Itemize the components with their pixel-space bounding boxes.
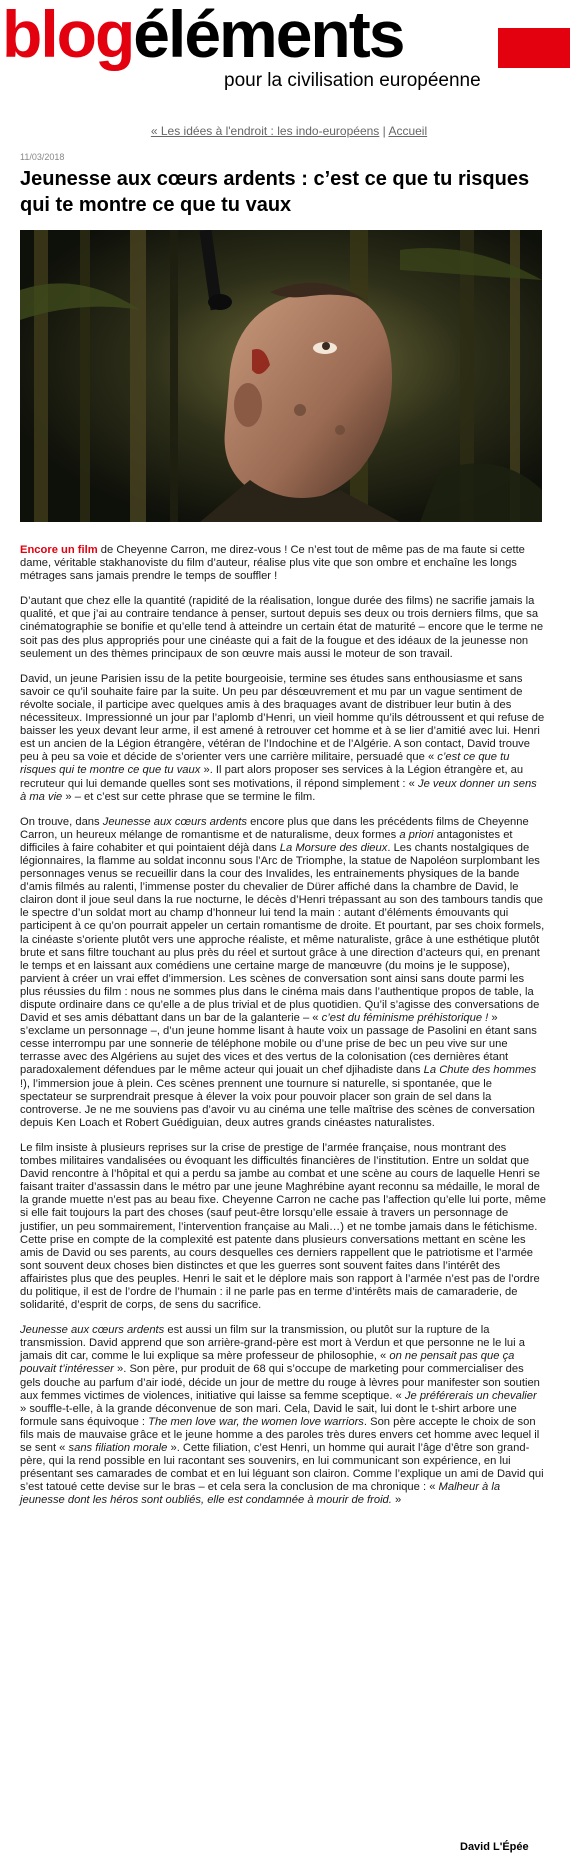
post-navigation [0,124,578,138]
logo-blog-text: blog [2,0,134,71]
author-signature: David L'Épée [460,1841,529,1853]
masthead [0,0,578,100]
paragraph-5: Le film insiste à plusieurs reprises sur la crise de prestige de l’armée française, nous montrant des tombes militaires vandalisées ou évoquant les difficultés financières de l’institution. Entre un soldat que David rencontre à l’hôpital et qui a perdu sa jambe au combat et une scène au cours de laquelle Henri se faisant traiter d’assassin dans le métro par une jeune Maghrébine ayant reconnu sa médaille, le moral de la grande muette n’est pas au beau fixe. Cheyenne Carron ne cache pas l’affection qu’elle lui porte, même si elle fait toujours la part des choses (sauf peut-être lorsqu’elle essaie à travers un personnage de justifier, un peu sommairement, l’intervention française au Mali…) et ne tombe jamais dans le fétichisme. Cette prise en compte de la complexité est patente dans plusieurs conversations mettant en scène les amis de David ou ses parents, au cours desquelles ces derniers rappellent que le patriotisme et l’armée sont souvent deux choses bien distinctes et que les guerres sont souvent faites dans l’intérêt des affairistes plus que des peuples. Henri le sait et le déplore mais son rapport à l’armée n’est pas de l’ordre du politique, il est de l’ordre de l’humain : il ne parle pas en terme d’intérêts mais de camaraderie, de solidarité, d’esprit de corps, de sens du sacrifice. [20,1141,546,1312]
paragraph-3: David, un jeune Parisien issu de la petite bourgeoisie, termine ses études sans enthousiasme et sans savoir ce qu’il souhaite faire par la suite. Un peu par désœuvrement et mu par un vague sentiment de révolte sociale, il participe avec quelques amis à des braquages avant de distribuer leur butin à des nécessiteux. Impressionné un jour par l’aplomb d’Henri, un vieil homme qu’ils détroussent et qui refuse de baisser les yeux devant leur arme, il est amené à retrouver cet homme et à se lier d’amitié avec lui. Henri est un ancien de la Légion étrangère, vétéran de l’Indochine et de l’Algérie. A son contact, David trouve peu à peu sa voie et décide de s’orienter vers une carrière militaire, persuadé que « c’est ce que tu risques qui te montre ce que tu vaux ». Il part alors proposer ses services à la Légion étrangère et, au recruteur qui lui demande quelles sont ses motivations, il répond simplement : « Je veux donner un sens à ma vie » – et c’est sur cette phrase que se termine le film. [20,672,545,803]
paragraph-1: Encore un film de Cheyenne Carron, me direz-vous ! Ce n’est tout de même pas de ma faute si cette dame, véritable stakhanoviste du film d’auteur, réalise plus vite que son ombre et enchaîne les longs métrages sans jamais prendre le temps de souffler ! [20,544,525,583]
post-date: 11/03/2018 [20,152,65,162]
article-body [20,544,546,1519]
nav-separator: | [379,124,389,138]
paragraph-2: D’autant que chez elle la quantité (rapidité de la réalisation, longue durée des films) ne sacrifie jamais la qualité, et que j’ai au contraire tendance à penser, surtout depuis ses deux ou trois derniers films, que sa cinématographie se bonifie et qu’elle tend à atteindre un certain état de maturité – encore que le terme ne soit pas des plus appropriés pour une cinéaste qui a fait de la fougue et des idéaux de la jeunesse non seulement un des thèmes principaux de son œuvre mais aussi le moteur de son travail. [20,595,544,660]
film-still-illustration [20,230,542,522]
site-tagline: pour la civilisation européenne [224,70,481,91]
post-title: Jeunesse aux cœurs ardents : c’est ce que tu risques qui te montre ce que tu vaux [20,168,530,216]
home-link[interactable]: Accueil [388,124,428,138]
paragraph-4: On trouve, dans Jeunesse aux cœurs ardents encore plus que dans les précédents films de Cheyenne Carron, un heureux mélange de romantisme et de naturalisme, deux formes a priori antagonistes et difficiles à faire cohabiter et qui pointaient déjà dans La Morsure des dieux. Les chants nostalgiques de légionnaires, la flamme au soldat inconnu sous l’Arc de Triomphe, la statue de Napoléon surplombant les personnages venus se recueillir dans la cour des Invalides, les entrainements physiques de la bande d’amis filmés au ralenti, l’immense poster du chevalier de Dürer affiché dans la chambre de David, le clairon dont il joue seul dans la rue nocturne, le décès d’Henri trépassant au son des tambours tandis que le spectre d’un soldat mort au champ d’honneur lui tend la main : autant d’éléments émouvants qui participent à ce qu’on pourrait appeler un certain romantisme de droite. Et pourtant, par ses choix formels, la cinéaste s’oriente plutôt vers une approche réaliste, et même naturaliste, grâce à une esthétique plutôt brute et sans filtre touchant au plus près du réel et surtout grâce à une direction d’acteurs qui, en prenant le temps et en laissant aux comédiens une certaine marge de manœuvre (du moins je le suppose), parvient à créer un vrai effet d’immersion. Les scènes de conversation sont ainsi sans doute parmi les plus réussies du film : nous ne sommes plus dans le cinéma mais dans l’authentique propos de table, la dispute ordinaire dans ce qu’elle a de plus trivial et de plus quotidien. Qu’il s’agisse des conversations de David et ses amis débattant dans un bar de la galanterie – « c’est du féminisme préhistorique ! » s’exclame un personnage –, d’un jeune homme lisant à haute voix un passage de Pasolini en étant sans cesse interrompu par une sonnerie de téléphone mobile ou d’une prise de bec un peu vive sur une terrasse avec des Algériens au sujet des vices et des vertus de la colonisation (ces dernières étant paradoxalement défendues par le même acteur qui jouait un chef djihadiste dans La Chute des hommes !), l’immersion joue à plein. Ces scènes prennent une tournure si naturelle, si spontanée, que le spectateur se surprendrait presque à élever la voix pour pouvoir placer son grain de sel dans la controverse. Je ne me souviens pas d’avoir vu au cinéma une telle maîtrise des scènes de conversation depuis Ken Loach et Robert Guédiguian, deux autres grands cinéastes naturalistes. [20,815,545,1129]
paragraph-6: Jeunesse aux cœurs ardents est aussi un film sur la transmission, ou plutôt sur la rupture de la transmission. David apprend que son arrière-grand-père est mort à Verdun et que personne ne le lui a jamais dit car, comme le lui explique sa mère professeur de philosophie, « on ne pensait pas que ça pouvait t’intéresser ». Son père, pur produit de 68 qui s’occupe de marketing pour commercialiser des gels douche au parfum d’air iodé, décide un jour de mettre du rouge à lèvres pour manifester son soutien aux femmes victimes de violences, initiative qui laisse sa femme sceptique. « Je préférerais un chevalier » souffle-t-elle, à la grande déconvenue de son mari. Cela, David le sait, lui dont le t-shirt arbore une formule sans équivoque : The men love war, the women love warriors. Son père accepte le choix de son fils mais de mauvaise grâce et le jeune homme a des paroles très dures envers cet homme avec lequel il se sent « sans filiation morale ». Cette filiation, c’est Henri, un homme qui aurait l’âge d’être son grand-père, qui la rend possible en lui racontant ses souvenirs, en lui communicant son expérience, en lui présentant ses camarades de combat et en lui léguant son clairon. Comme l’explique un ami de David qui s’est tatoué cette devise sur le bras – et cela sera la conclusion de ma chronique : « Malheur à la jeunesse dont les héros sont oubliés, elle est condamnée à mourir de froid. » [20,1324,544,1507]
site-logo[interactable] [2,0,404,71]
lead-link[interactable]: Encore un film [20,544,98,556]
hero-film-still [20,230,542,522]
logo-red-block [498,28,570,68]
previous-post-link[interactable]: « Les idées à l'endroit : les indo-européens [150,124,380,138]
logo-elements-text: éléments [133,0,404,71]
